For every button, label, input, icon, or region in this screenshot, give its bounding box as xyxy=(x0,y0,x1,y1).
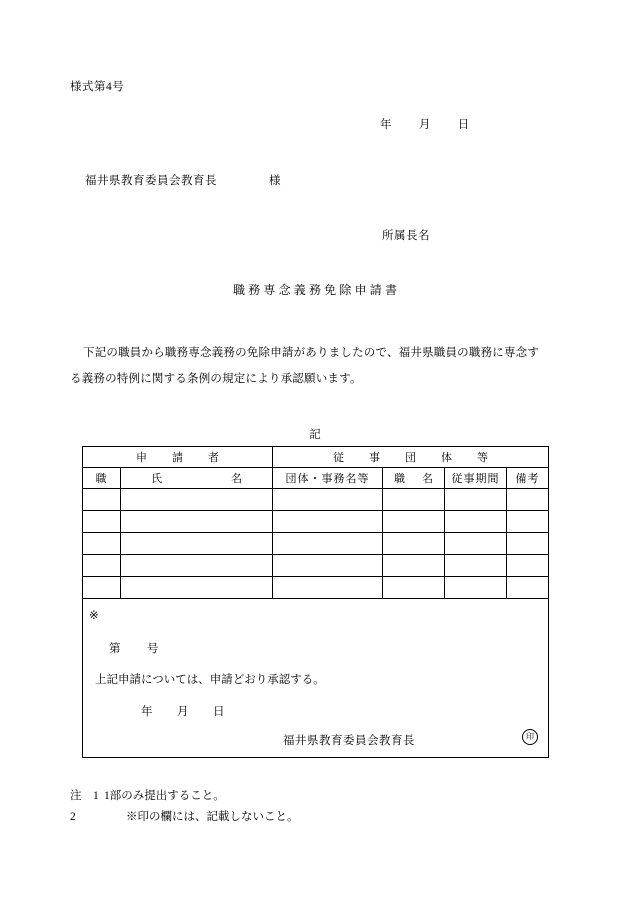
cell-period[interactable] xyxy=(445,511,507,533)
cell-post[interactable] xyxy=(83,555,121,577)
cell-org-name[interactable] xyxy=(273,577,383,599)
approval-date-month: 月 xyxy=(177,706,189,718)
cell-org-name[interactable] xyxy=(273,511,383,533)
cell-job-title[interactable] xyxy=(383,577,445,599)
cell-name[interactable] xyxy=(121,489,273,511)
ki-marker: 記 xyxy=(309,429,321,441)
cell-remarks[interactable] xyxy=(507,577,549,599)
date-line xyxy=(380,116,560,132)
footnote-marker: 注 1 xyxy=(70,790,99,802)
addressee-honorific: 様 xyxy=(269,175,281,187)
cell-name[interactable] xyxy=(121,555,273,577)
date-month-label: 月 xyxy=(418,119,431,131)
cell-name[interactable] xyxy=(121,577,273,599)
approval-number-prefix: 第 xyxy=(109,643,121,655)
cell-job-title[interactable] xyxy=(383,533,445,555)
form-number: 様式第4号 xyxy=(70,81,125,93)
table-group-header-row xyxy=(83,447,549,468)
approval-block xyxy=(83,599,548,757)
header-remarks: 備考 xyxy=(507,468,549,489)
approval-row xyxy=(83,599,549,758)
approval-date-day: 日 xyxy=(213,706,225,718)
header-post: 職 xyxy=(83,468,121,489)
header-job-title: 職 名 xyxy=(383,468,445,489)
header-org-name: 団体・事務名等 xyxy=(273,468,383,489)
cell-post[interactable] xyxy=(83,511,121,533)
cell-name[interactable] xyxy=(121,511,273,533)
addressee-line xyxy=(85,172,281,188)
body-line-2: る義務の特例に関する条例の規定により承認願います。 xyxy=(70,373,362,385)
approval-number-line xyxy=(109,640,159,656)
cell-period[interactable] xyxy=(445,555,507,577)
approval-mark: ※ xyxy=(89,610,99,622)
cell-remarks[interactable] xyxy=(507,489,549,511)
addressee-name: 福井県教育委員会教育長 xyxy=(85,175,217,187)
cell-period[interactable] xyxy=(445,577,507,599)
date-day-label: 日 xyxy=(457,119,470,131)
approval-signature: 福井県教育委員会教育長 xyxy=(283,735,415,747)
footnote-item xyxy=(70,786,299,807)
cell-remarks[interactable] xyxy=(507,555,549,577)
header-period: 従事期間 xyxy=(445,468,507,489)
footnotes xyxy=(70,786,299,828)
page-title: 職務専念義務免除申請書 xyxy=(232,283,401,297)
cell-org-name[interactable] xyxy=(273,489,383,511)
approval-date-year: 年 xyxy=(141,706,153,718)
cell-period[interactable] xyxy=(445,533,507,555)
cell-post[interactable] xyxy=(83,489,121,511)
seal-icon: 印 xyxy=(522,729,538,745)
approval-sentence: 上記申請については、申請どおり承認する。 xyxy=(95,674,325,686)
cell-remarks[interactable] xyxy=(507,511,549,533)
header-applicant: 申 請 者 xyxy=(83,447,273,468)
cell-post[interactable] xyxy=(83,533,121,555)
cell-org-name[interactable] xyxy=(273,533,383,555)
cell-job-title[interactable] xyxy=(383,511,445,533)
date-year-label: 年 xyxy=(380,119,392,131)
body-line-1: 下記の職員から職務専念義務の免除申請がありましたので、福井県職員の職務に専念す xyxy=(83,347,540,359)
cell-remarks[interactable] xyxy=(507,533,549,555)
table-sub-header-row xyxy=(83,468,549,489)
footnote-item xyxy=(70,807,299,828)
cell-name[interactable] xyxy=(121,533,273,555)
body-text xyxy=(70,340,562,392)
table-row[interactable] xyxy=(83,555,549,577)
table-row[interactable] xyxy=(83,533,549,555)
approval-date xyxy=(141,703,225,719)
approval-cell xyxy=(83,599,549,758)
table-row[interactable] xyxy=(83,577,549,599)
application-table xyxy=(82,446,549,758)
table-row[interactable] xyxy=(83,511,549,533)
cell-post[interactable] xyxy=(83,577,121,599)
approval-number-suffix: 号 xyxy=(147,643,159,655)
header-organization: 従 事 団 体 等 xyxy=(273,447,549,468)
footnote-text: 1部のみ提出すること。 xyxy=(104,790,225,802)
cell-job-title[interactable] xyxy=(383,489,445,511)
table-row[interactable] xyxy=(83,489,549,511)
cell-org-name[interactable] xyxy=(273,555,383,577)
cell-period[interactable] xyxy=(445,489,507,511)
header-name: 氏 名 xyxy=(121,468,273,489)
sender-name: 所属長名 xyxy=(382,230,430,242)
footnote-text: ※印の欄には、記載しないこと。 xyxy=(126,811,299,823)
cell-job-title[interactable] xyxy=(383,555,445,577)
footnote-marker: 2 xyxy=(70,811,76,823)
